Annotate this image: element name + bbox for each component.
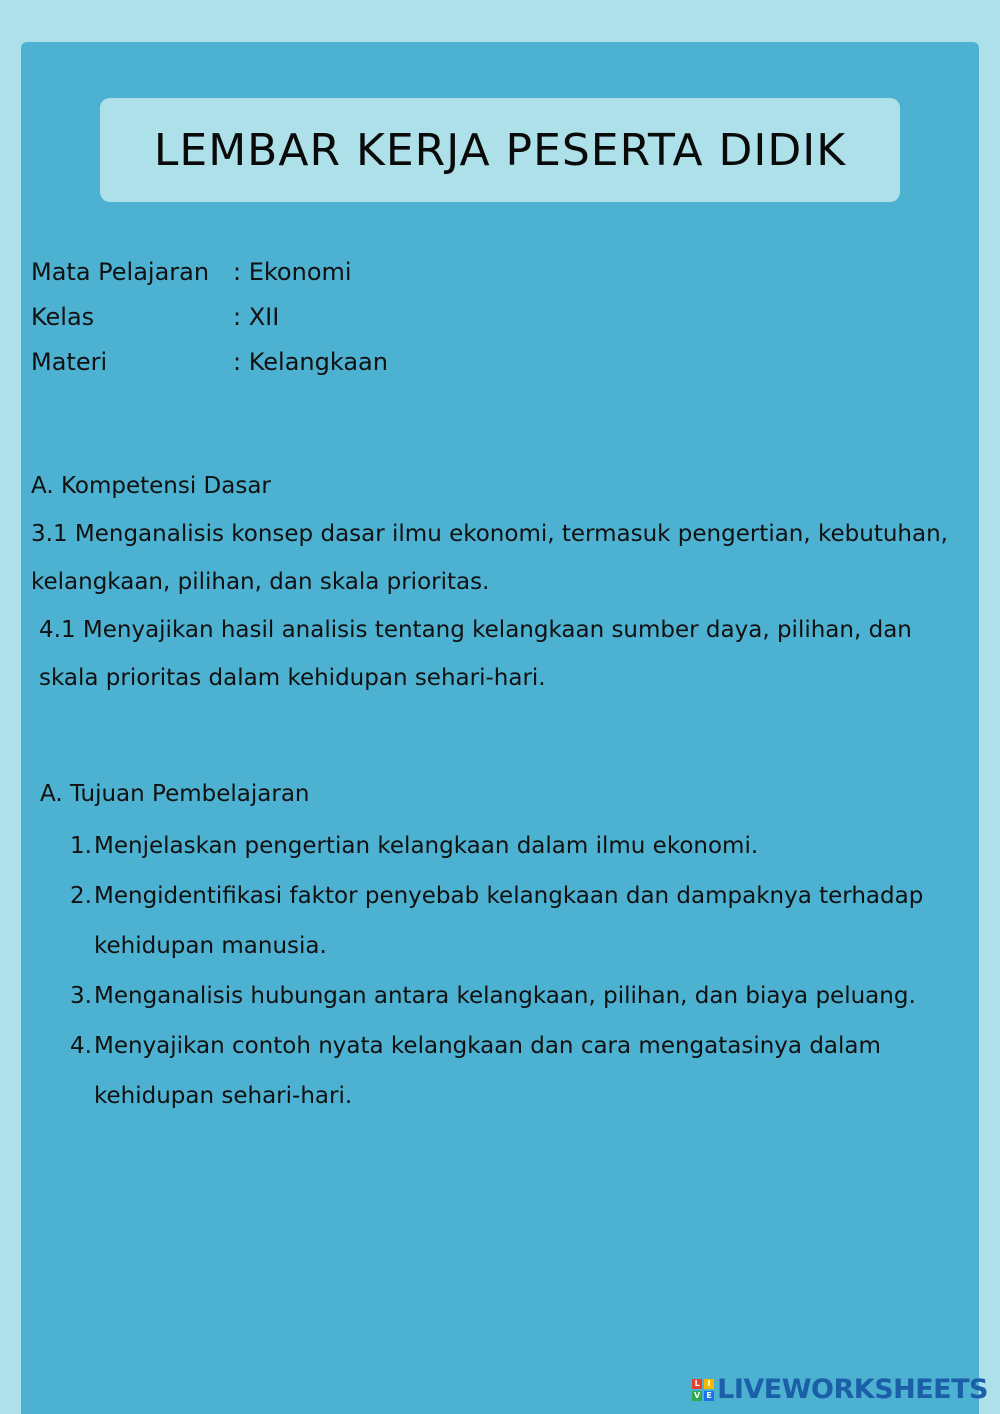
list-item — [40, 971, 975, 1021]
list-item-number: 2. — [70, 883, 92, 909]
list-item — [40, 871, 975, 971]
kompetensi-section — [31, 462, 976, 702]
logo-letter: V — [694, 1390, 701, 1400]
tujuan-list — [40, 821, 975, 1121]
list-item — [40, 1021, 975, 1121]
logo-letter: L — [692, 1379, 702, 1389]
info-value: : Ekonomi — [233, 258, 352, 286]
info-label: Mata Pelajaran — [31, 258, 210, 286]
tujuan-section — [40, 772, 975, 1121]
worksheet-card — [21, 42, 979, 1414]
tujuan-heading: A. Tujuan Pembelajaran — [40, 781, 310, 807]
info-label: Kelas — [31, 303, 95, 331]
info-label: Materi — [31, 348, 108, 376]
logo-letter: E — [704, 1391, 714, 1401]
kompetensi-heading: A. Kompetensi Dasar — [31, 473, 271, 499]
kompetensi-kd1: 3.1 Menganalisis konsep dasar ilmu ekonomi, termasuk pengertian, kebutuhan, kelangkaan, pilihan, dan skala prioritas. — [31, 521, 948, 595]
page-title: LEMBAR KERJA PESERTA DIDIK — [153, 124, 847, 176]
info-value: : XII — [233, 303, 280, 331]
list-item-text: Menganalisis hubungan antara kelangkaan, pilihan, dan biaya peluang. — [94, 983, 916, 1009]
list-item-number: 3. — [70, 983, 92, 1009]
list-item-text: Menyajikan contoh nyata kelangkaan dan cara mengatasinya dalam kehidupan sehari-hari. — [94, 1033, 881, 1109]
list-item — [40, 821, 975, 871]
liveworksheets-logo-icon — [692, 1379, 714, 1401]
logo-letter: I — [704, 1379, 714, 1389]
liveworksheets-brand[interactable] — [692, 1374, 988, 1405]
list-item-number: 4. — [70, 1033, 92, 1059]
list-item-text: Menjelaskan pengertian kelangkaan dalam ilmu ekonomi. — [94, 833, 759, 859]
title-box — [100, 98, 900, 202]
list-item-number: 1. — [70, 833, 92, 859]
kompetensi-kd2: 4.1 Menyajikan hasil analisis tentang kelangkaan sumber daya, pilihan, dan skala prioritas dalam kehidupan sehari-hari. — [39, 617, 912, 691]
brand-name: LIVEWORKSHEETS — [717, 1374, 988, 1405]
info-value: : Kelangkaan — [233, 348, 388, 376]
list-item-text: Mengidentifikasi faktor penyebab kelangkaan dan dampaknya terhadap kehidupan manusia. — [94, 883, 924, 959]
